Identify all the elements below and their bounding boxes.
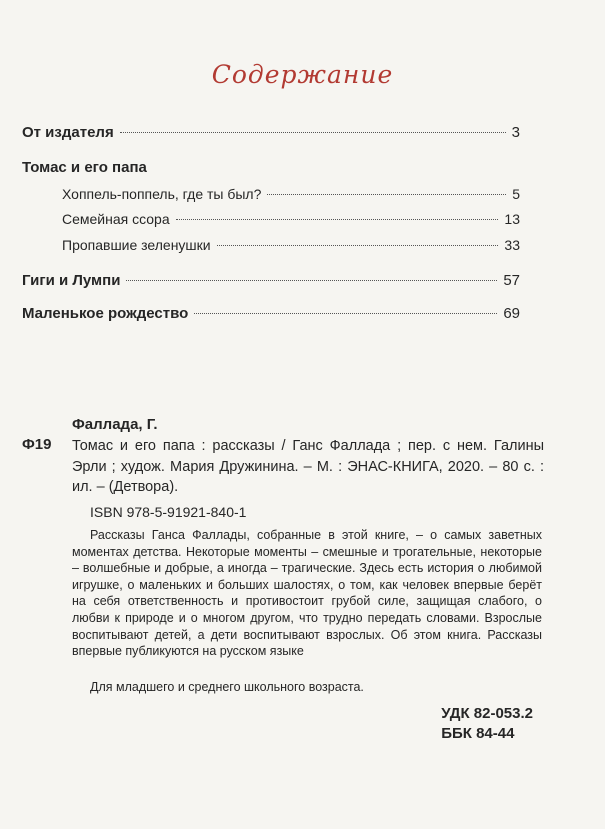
toc-leader-dots xyxy=(217,245,499,246)
toc-leader-dots xyxy=(120,132,506,133)
toc-leader-dots xyxy=(194,313,497,314)
annotation: Рассказы Ганса Фаллады, собранные в этой книге, – о самых заветных моментах детства. Некоторые моменты – смешные и трогательные, некоторые – волшебные и добрые, а иногда – трагические. Здесь есть история о любимой игрушке, о маленьких и больших шалостях, о том, как человек впервые берёт на себя ответственность и противостоит грубой силе, защищая слабого, о любви к природе и о многом другом, что трудно передать словами. Взрослые воспитывают детей, а дети воспитывают взрослых. Об этом книга. Рассказы впервые публикуются на русском языке xyxy=(72,528,542,659)
toc-entry-title: От издателя xyxy=(22,124,114,141)
udk-code: УДК 82-053.2 xyxy=(441,705,533,722)
author-code: Ф19 xyxy=(22,436,52,453)
author-heading: Фаллада, Г. xyxy=(72,416,158,433)
toc-entry-title: Пропавшие зеленушки xyxy=(62,237,211,253)
toc-entry-page: 3 xyxy=(511,124,520,141)
toc-entry xyxy=(62,236,520,254)
toc-entry-title: Семейная ссора xyxy=(62,211,170,227)
bibliographic-description: Томас и его папа : рассказы / Ганс Фаллада ; пер. с нем. Галины Эрли ; худож. Мария Дружинина. – М. : ЭНАС-КНИГА, 2020. – 80 с. : ил. – (Детвора). xyxy=(72,438,544,495)
toc-entry xyxy=(62,210,520,228)
toc-entry-page: 5 xyxy=(512,186,520,202)
isbn: ISBN 978-5-91921-840-1 xyxy=(90,504,247,520)
audience-note: Для младшего и среднего школьного возраста. xyxy=(90,680,364,694)
toc-entry xyxy=(22,272,520,290)
toc-entry xyxy=(62,185,520,203)
contents-title: Содержание xyxy=(211,60,394,89)
toc-entry xyxy=(22,305,520,323)
toc-entry-page: 13 xyxy=(504,211,520,227)
toc-leader-dots xyxy=(126,280,497,281)
toc-leader-dots xyxy=(176,219,499,220)
classification-codes xyxy=(441,704,533,744)
toc-entry-page: 57 xyxy=(503,272,520,289)
toc-entry-page: 69 xyxy=(503,305,520,322)
toc-entry-title: Гиги и Лумпи xyxy=(22,272,121,289)
bbk-code: ББК 84-44 xyxy=(441,725,515,742)
toc-entry xyxy=(22,124,520,142)
toc-entry-title: Маленькое рождество xyxy=(22,305,189,322)
toc-section-heading: Томас и его папа xyxy=(22,159,147,176)
toc-entry-page: 33 xyxy=(504,237,520,253)
toc-entry-title: Хоппель-поппель, где ты был? xyxy=(62,186,262,202)
toc-leader-dots xyxy=(267,194,506,195)
